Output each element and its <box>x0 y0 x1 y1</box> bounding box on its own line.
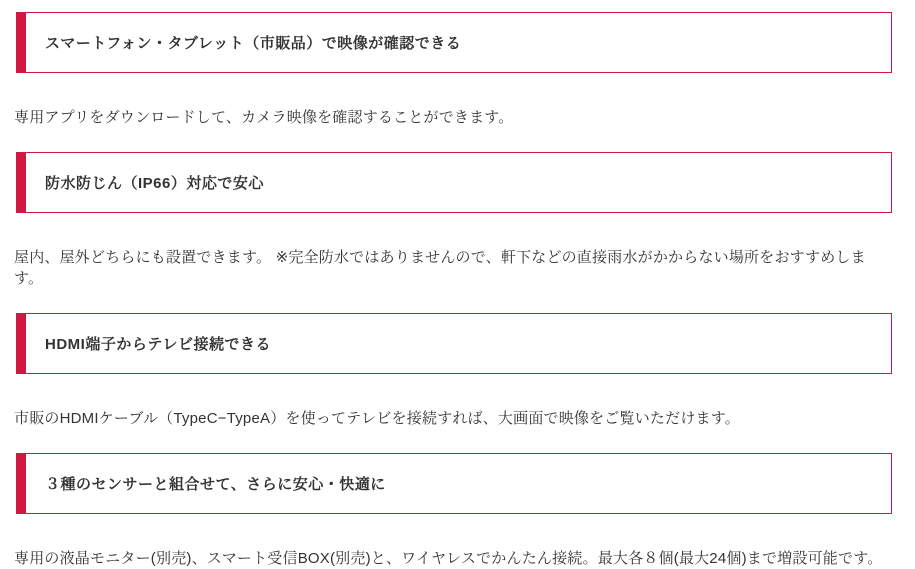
feature-section-waterproof <box>14 152 892 289</box>
feature-description: 屋内、屋外どちらにも設置できます。 ※完全防水ではありませんので、軒下などの直接雨水がかからない場所をおすすめします。 <box>14 249 866 287</box>
feature-section-smartphone <box>14 12 892 128</box>
feature-description: 専用の液晶モニター(別売)、スマート受信BOX(別売)と、ワイヤレスでかんたん接続。最大各８個(最大24個)まで増設可能です。 <box>14 550 883 567</box>
feature-heading: 防水防じん（IP66）対応で安心 <box>45 175 264 192</box>
feature-description: 市販のHDMIケーブル（TypeC−TypeA）を使ってテレビを接続すれば、大画面で映像をご覧いただけます。 <box>14 410 740 427</box>
feature-heading: ３種のセンサーと組合せて、さらに安心・快適に <box>45 476 386 493</box>
feature-heading-box <box>16 313 892 374</box>
feature-heading: スマートフォン・タブレット（市販品）で映像が確認できる <box>45 35 462 52</box>
feature-section-hdmi <box>14 313 892 429</box>
feature-section-sensors <box>14 453 892 569</box>
feature-heading-box <box>16 152 892 213</box>
feature-heading: HDMI端子からテレビ接続できる <box>45 336 272 353</box>
feature-heading-box <box>16 453 892 514</box>
feature-description: 専用アプリをダウンロードして、カメラ映像を確認することができます。 <box>14 109 514 126</box>
feature-heading-box <box>16 12 892 73</box>
